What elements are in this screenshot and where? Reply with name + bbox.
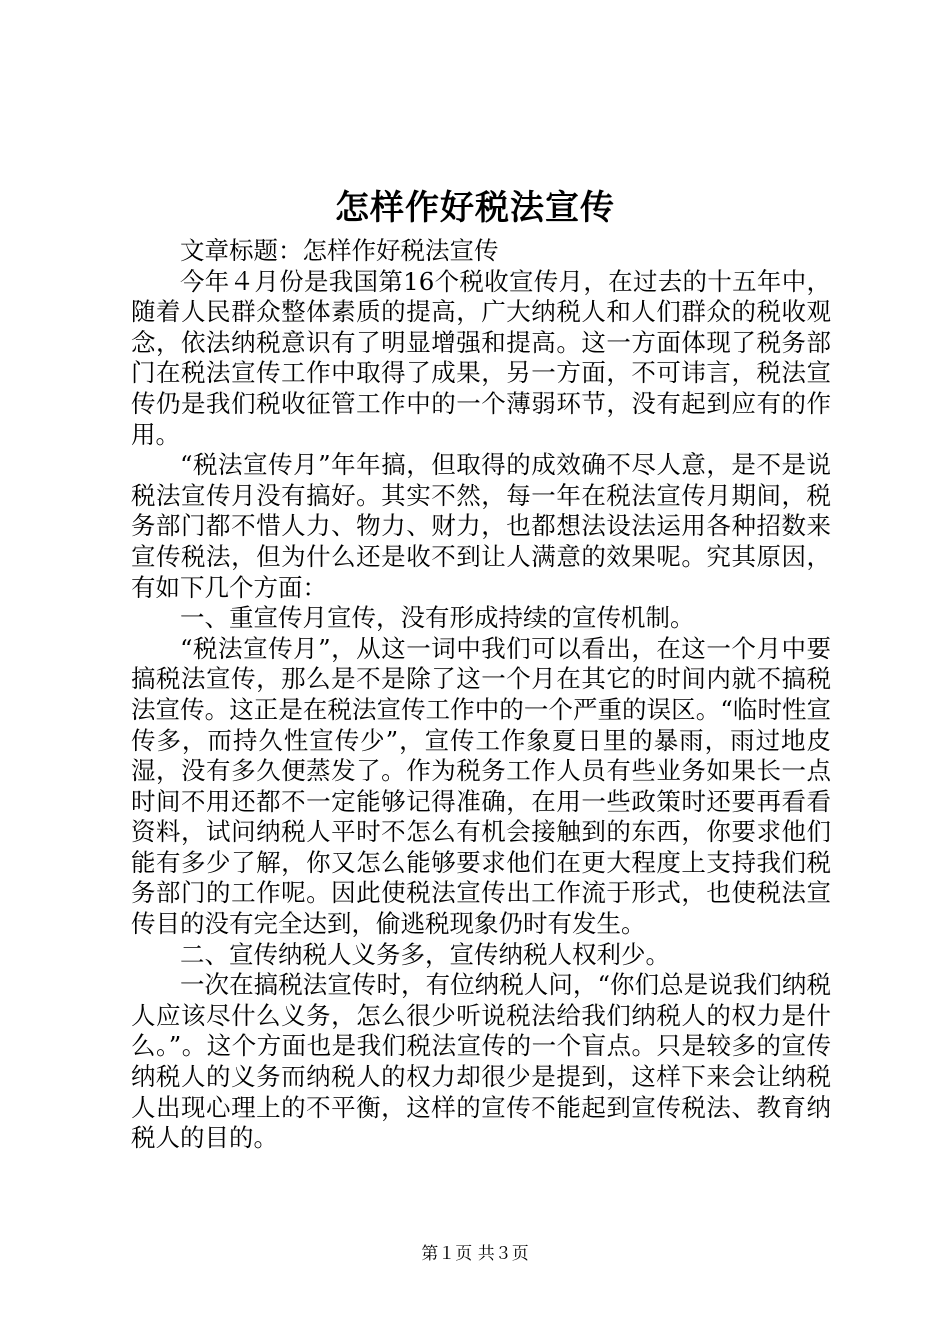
document-title: 怎样作好税法宣传 (335, 188, 615, 228)
page-footer: 第１页 共３页 (421, 1244, 529, 1264)
paragraph-reasons: “税法宣传月”年年搞，但取得的成效确不尽人意，是不是说税法宣传月没有搞好。其实不然，每一年在税法宣传月期间，税务部门都不惜人力、物力、财力，也都想法设法运用各种招数来宣传税法，但为什么还是收不到让人满意的效果呢。究其原因，有如下几个方面： (131, 450, 831, 602)
paragraph-intro: 今年４月份是我国第16个税收宣传月，在过去的十五年中，随着人民群众整体素质的提高，广大纳税人和人们群众的税收观念，依法纳税意识有了明显增强和提高。这一方面体现了税务部门在税法宣传工作中取得了成果，另一方面，不可讳言，税法宣传仍是我们税收征管工作中的一个薄弱环节，没有起到应有的作用。 (131, 266, 831, 449)
paragraph-section-one: “税法宣传月”，从这一词中我们可以看出，在这一个月中要搞税法宣传，那么是不是除了这一个月在其它的时间内就不搞税法宣传。这正是在税法宣传工作中的一个严重的误区。“临时性宣传多，而持久性宣传少”，宣传工作象夏日里的暴雨，雨过地皮湿，没有多久便蒸发了。作为税务工作人员有些业务如果长一点时间不用还都不一定能够记得准确，在用一些政策时还要再看看资料，试问纳税人平时不怎么有机会接触到的东西，你要求他们能有多少了解，你又怎么能够要求他们在更大程度上支持我们税务部门的工作呢。因此使税法宣传出工作流于形式，也使税法宣传目的没有完全达到，偷逃税现象仍时有发生。 (131, 633, 831, 939)
paragraph-heading-one: 一、重宣传月宣传，没有形成持续的宣传机制。 (180, 603, 695, 633)
paragraph-article-title: 文章标题：怎样作好税法宣传 (180, 236, 499, 265)
paragraph-section-two: 一次在搞税法宣传时，有位纳税人问，“你们总是说我们纳税人应该尽什么义务，怎么很少听说税法给我们纳税人的权力是什么。”。这个方面也是我们税法宣传的一个盲点。只是较多的宣传纳税人的义务而纳税人的权力却很少是提到，这样下来会让纳税人出现心理上的不平衡，这样的宣传不能起到宣传税法、教育纳税人的目的。 (131, 970, 831, 1153)
paragraph-heading-two: 二、宣传纳税人义务多，宣传纳税人权利少。 (180, 939, 670, 969)
document-body (131, 236, 831, 1154)
